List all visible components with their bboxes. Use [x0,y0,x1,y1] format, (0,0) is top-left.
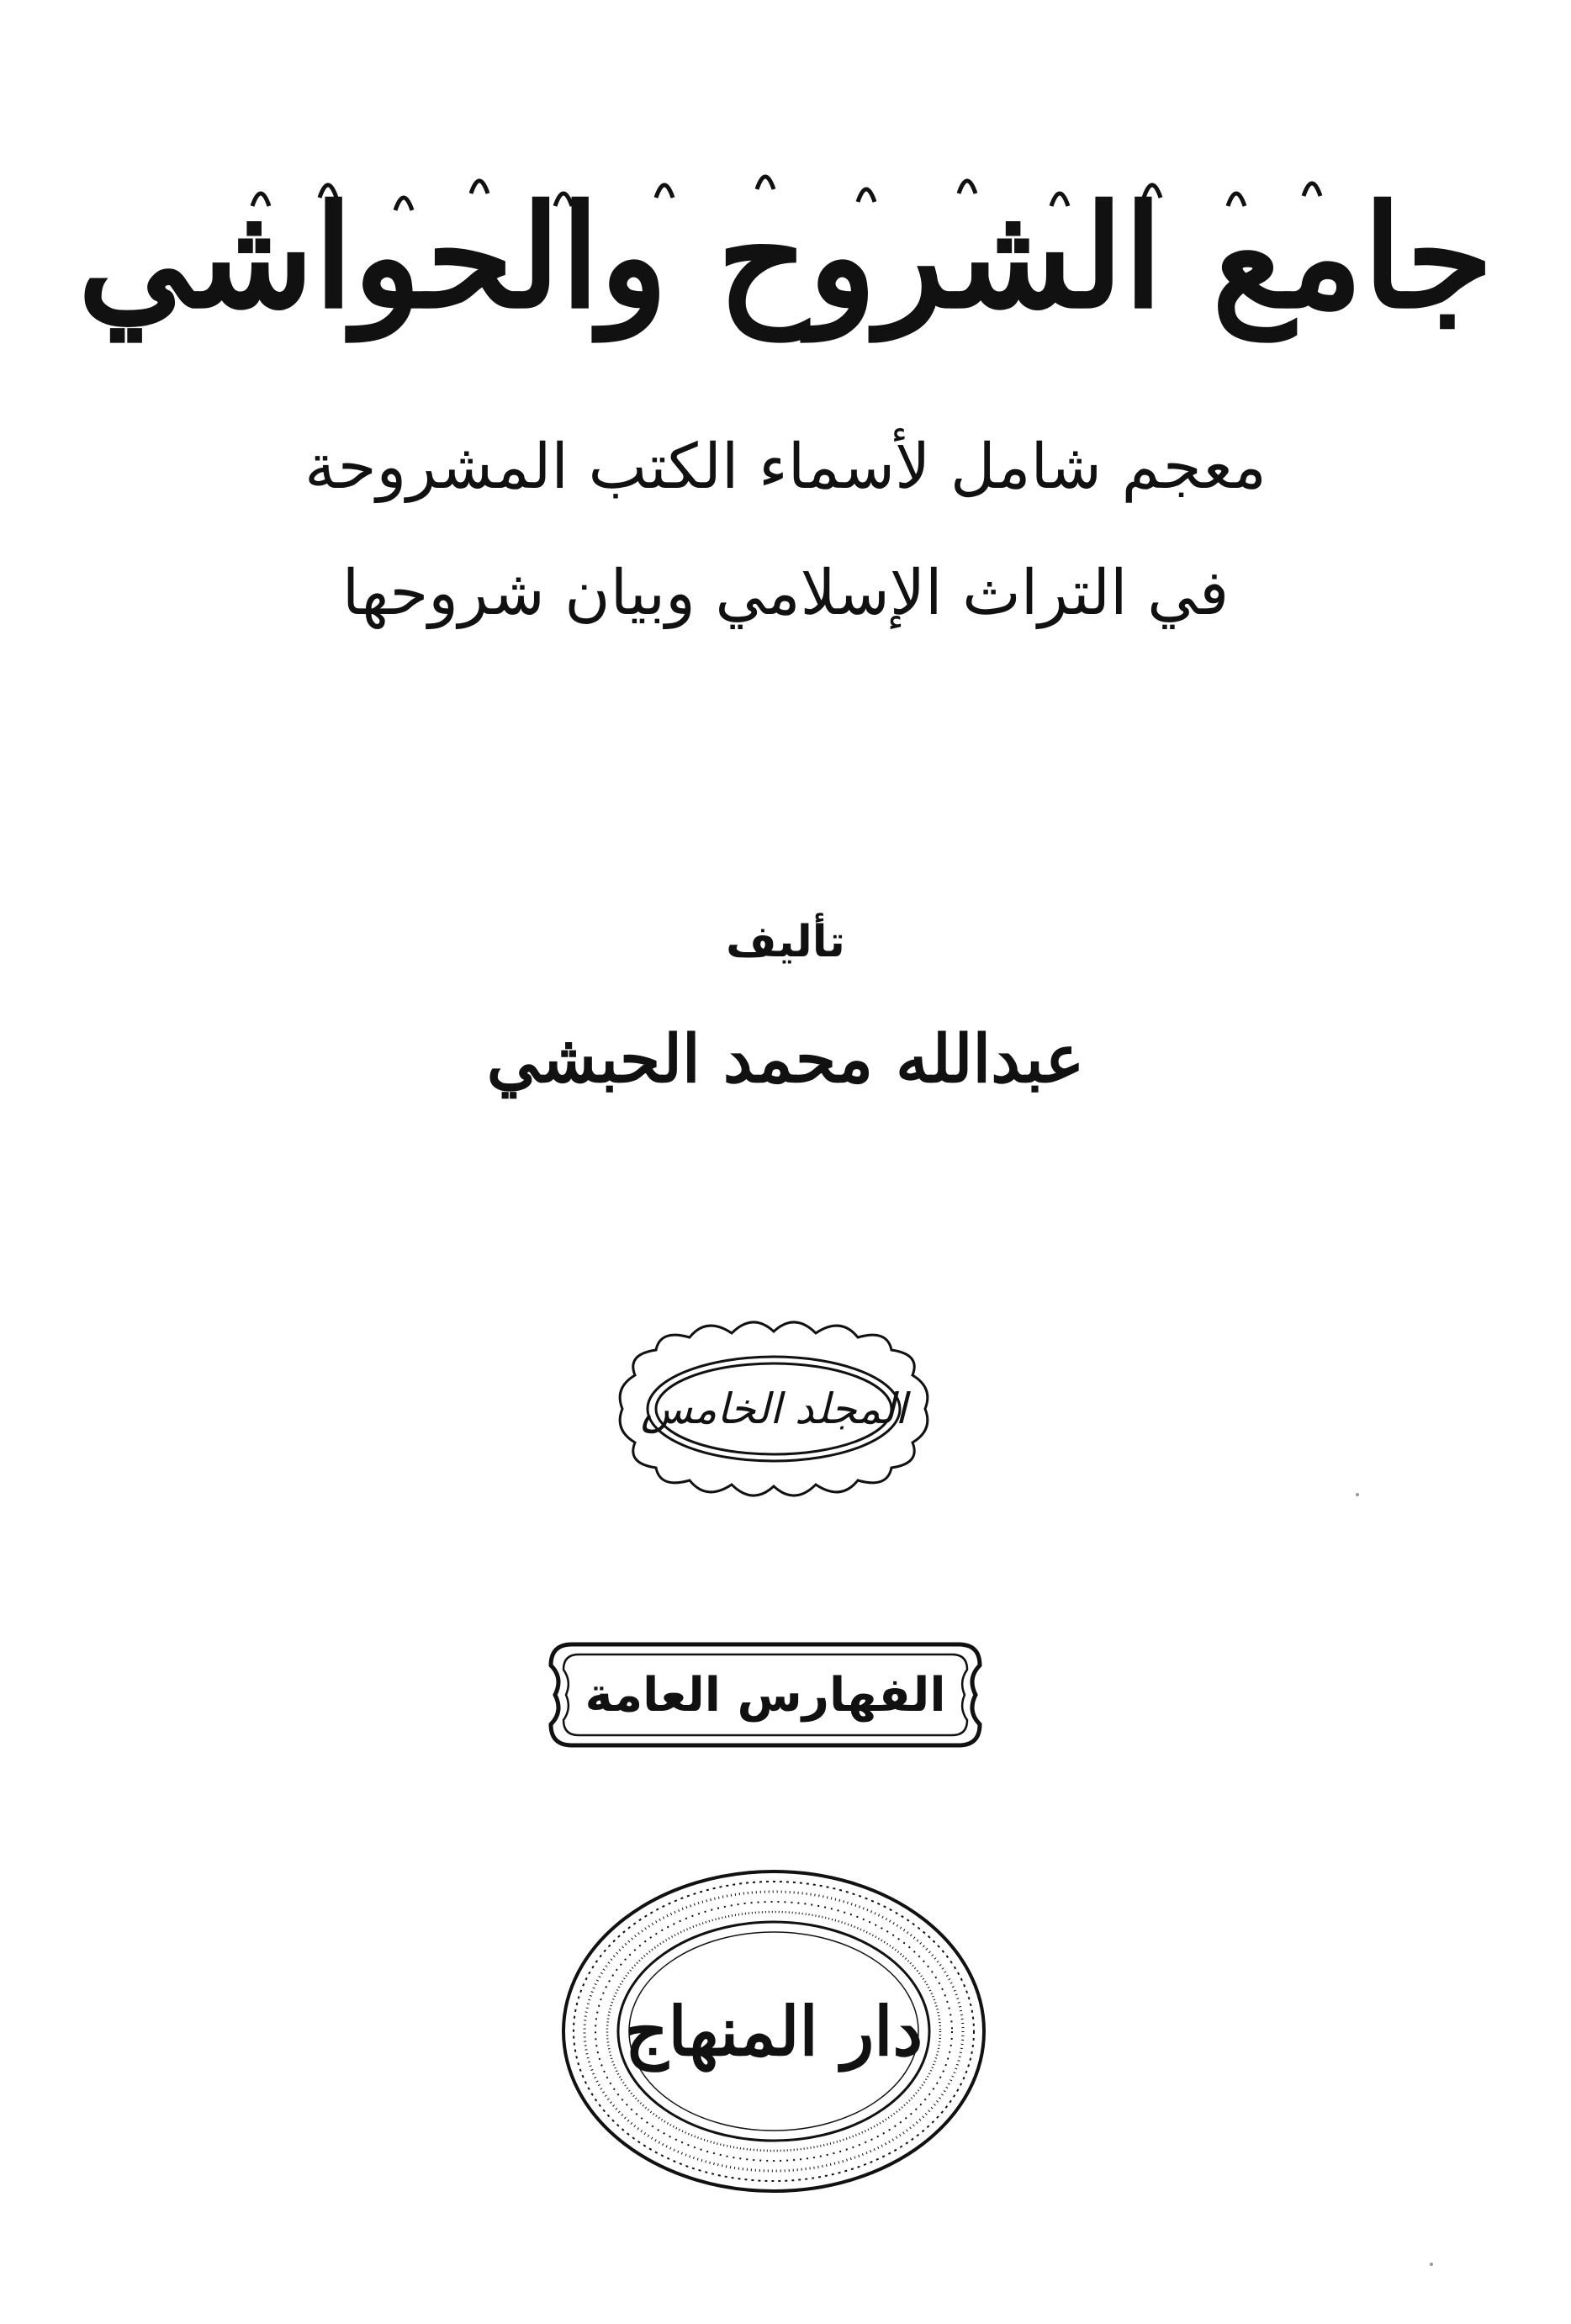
volume-badge [589,1308,959,1510]
subtitle-line-1: معجم شامل لأسماء الكتب المشروحة [304,431,1267,503]
section-label: الفهارس العامة [584,1667,946,1723]
scan-speck [1430,2263,1433,2266]
scan-speck [1356,1493,1359,1496]
volume-label: المجلد الخامس [640,1384,907,1433]
book-title: جامع الشروح والحواشي [77,173,1494,340]
section-frame [538,1628,992,1762]
author-name: عبدالله محمد الحبشي [486,1021,1085,1098]
publisher-emblem [551,1859,997,2204]
subtitle-line-2: في التراث الإسلامي وبيان شروحها [341,557,1230,629]
author-label: تأليف [726,917,845,967]
publisher-name: دار المنهاج [624,1992,923,2071]
